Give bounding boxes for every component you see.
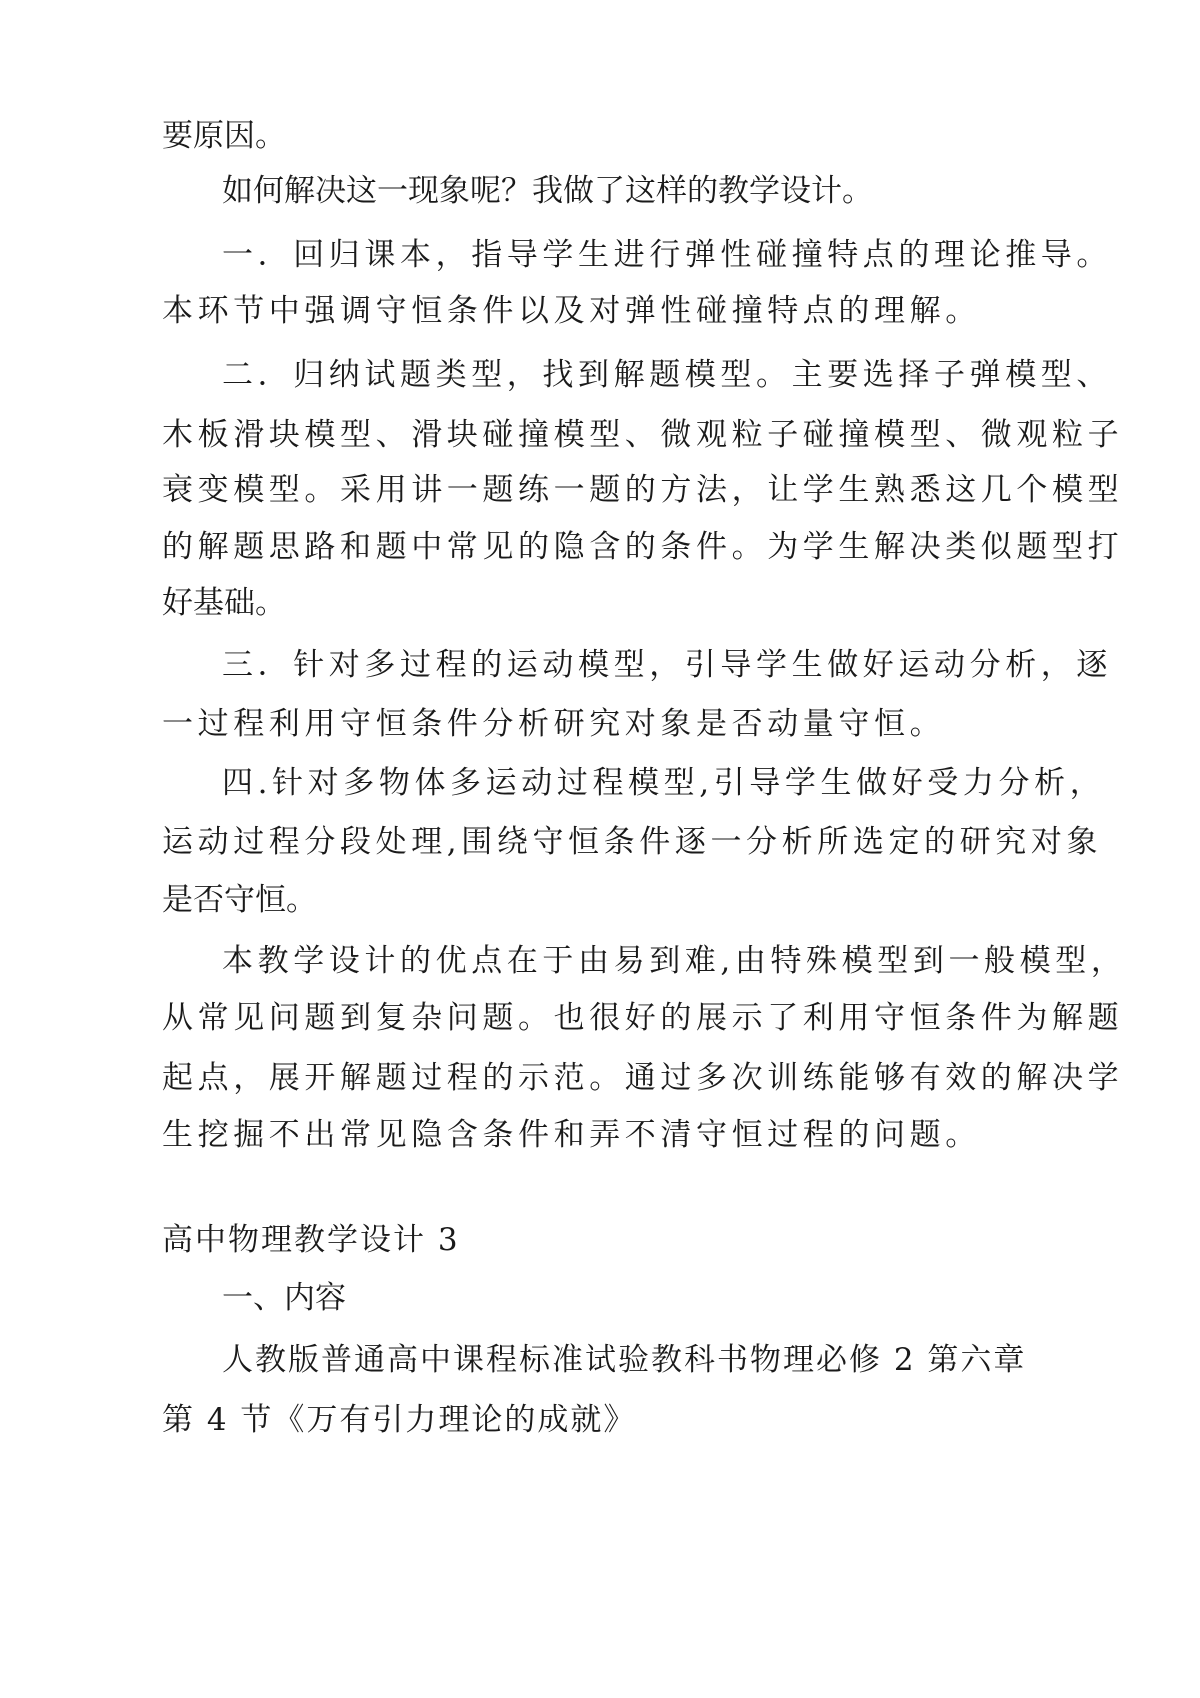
step-2-line-5: 好基础。 xyxy=(162,585,286,621)
summary-line-4: 生挖掘不出常见隐含条件和弄不清守恒过程的问题。 xyxy=(162,1117,981,1153)
section-heading: 高中物理教学设计 3 xyxy=(162,1222,460,1258)
continuation-text: 要原因。 xyxy=(162,118,286,154)
step-2-line-3: 衰变模型。采用讲一题练一题的方法，让学生熟悉这几个模型 xyxy=(162,472,1124,508)
step-2-line-2: 木板滑块模型、滑块碰撞模型、微观粒子碰撞模型、微观粒子 xyxy=(162,417,1124,453)
step-1-line-1: 一．回归课本，指导学生进行弹性碰撞特点的理论推导。 xyxy=(222,237,1112,273)
step-3-line-2: 一过程利用守恒条件分析研究对象是否动量守恒。 xyxy=(162,706,946,742)
book-line-2: 第 4 节《万有引力理论的成就》 xyxy=(162,1402,637,1438)
summary-line-1: 本教学设计的优点在于由易到难,由特殊模型到一般模型， xyxy=(222,943,1127,979)
step-2-line-1: 二．归纳试题类型，找到解题模型。主要选择子弹模型、 xyxy=(222,357,1112,393)
step-4-line-2: 运动过程分段处理,围绕守恒条件逐一分析所选定的研究对象 xyxy=(162,824,1103,860)
summary-line-2: 从常见问题到复杂问题。也很好的展示了利用守恒条件为解题 xyxy=(162,1000,1124,1036)
subsection-title: 一、内容 xyxy=(222,1280,346,1316)
summary-line-3: 起点，展开解题过程的示范。通过多次训练能够有效的解决学 xyxy=(162,1060,1124,1096)
step-3-line-1: 三．针对多过程的运动模型，引导学生做好运动分析，逐 xyxy=(222,647,1112,683)
book-line-1: 人教版普通高中课程标准试验教科书物理必修 2 第六章 xyxy=(222,1342,1027,1378)
step-4-line-3: 是否守恒。 xyxy=(162,882,317,918)
step-1-line-2: 本环节中强调守恒条件以及对弹性碰撞特点的理解。 xyxy=(162,293,981,329)
step-4-line-1: 四.针对多物体多运动过程模型,引导学生做好受力分析， xyxy=(222,765,1106,801)
step-2-line-4: 的解题思路和题中常见的隐含的条件。为学生解决类似题型打 xyxy=(162,529,1124,565)
intro-paragraph: 如何解决这一现象呢？我做了这样的教学设计。 xyxy=(222,173,873,209)
